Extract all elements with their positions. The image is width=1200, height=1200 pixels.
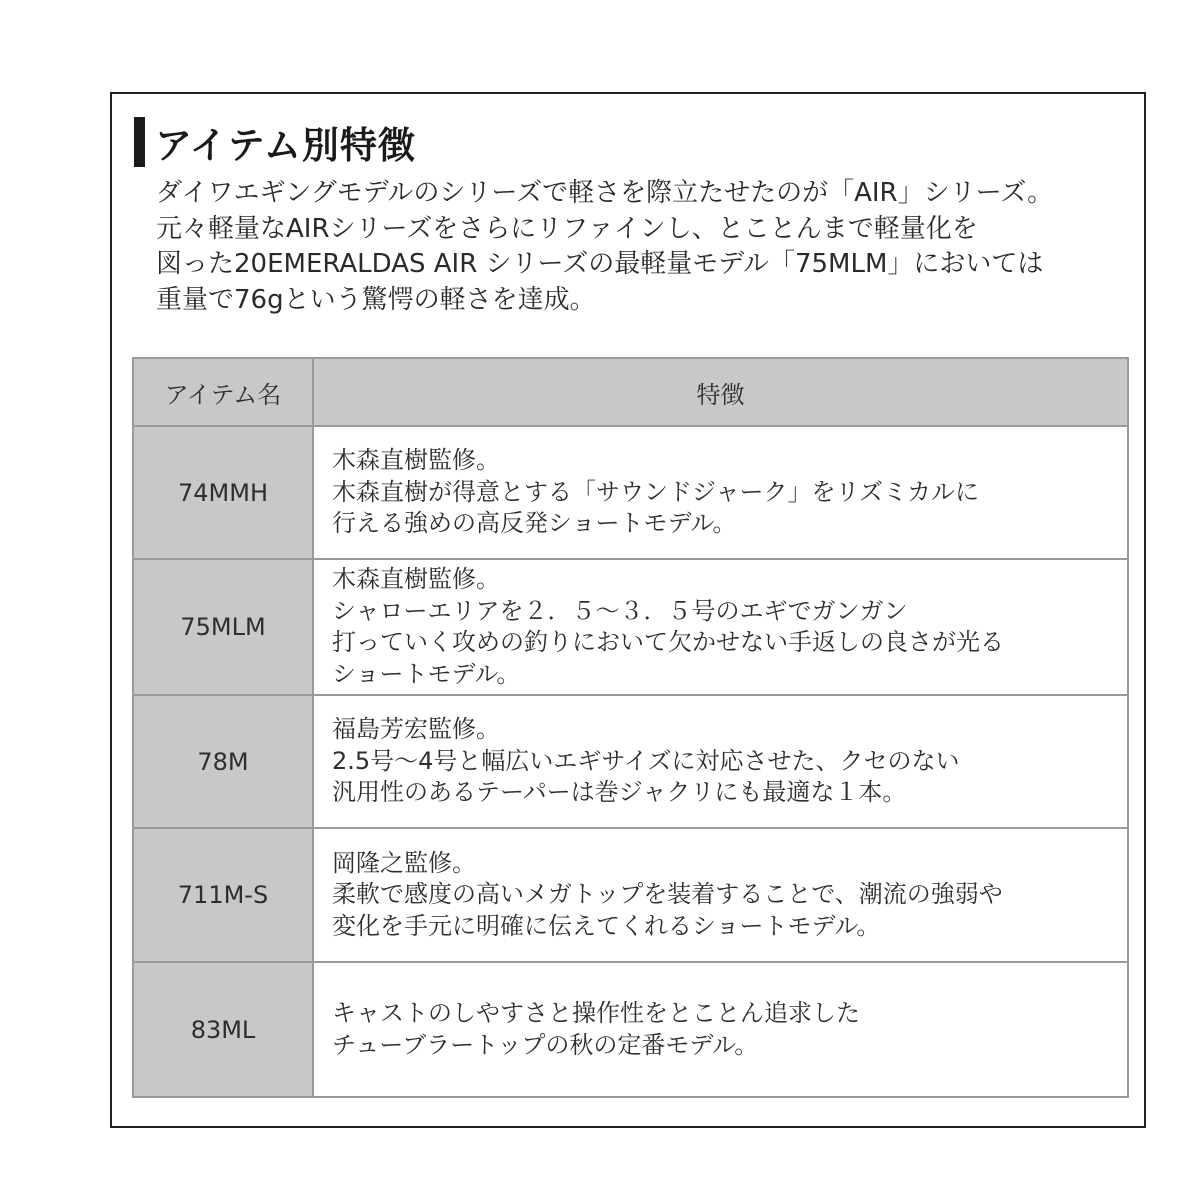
- heading-accent-bar: [134, 117, 145, 167]
- header-item-name: アイテム名: [133, 358, 313, 426]
- feature-line: 柔軟で感度の高いメガトップを装着することで、潮流の強弱や: [332, 880, 1003, 909]
- feature-line: 木森直樹監修。: [332, 565, 500, 593]
- item-name-cell: 83ML: [133, 962, 313, 1097]
- intro-line: 元々軽量なAIRシリーズをさらにリファインし、とことんまで軽量化を: [156, 213, 978, 244]
- feature-line: 汎用性のあるテーパーは巻ジャクリにも最適な１本。: [332, 778, 907, 807]
- intro-line: ダイワエギングモデルのシリーズで軽さを際立たせたのが「AIR」シリーズ。: [156, 178, 1054, 208]
- feature-line: 木森直樹が得意とする「サウンドジャーク」をリズミカルに: [332, 477, 980, 506]
- item-name-cell: 78M: [133, 695, 313, 828]
- table-row: [133, 426, 1128, 559]
- table-row: [133, 559, 1128, 695]
- table-row: [133, 695, 1128, 828]
- table-row: [133, 962, 1128, 1097]
- heading-title: アイテム別特徴: [155, 124, 416, 167]
- section-heading: [134, 116, 416, 168]
- item-feature-cell: [313, 559, 1128, 695]
- table-header-row: [133, 358, 1128, 426]
- feature-line: 2.5号～4号と幅広いエギサイズに対応させた、クセのない: [332, 746, 960, 775]
- feature-panel: [110, 92, 1146, 1128]
- item-name-cell: 711M-S: [133, 828, 313, 962]
- item-name-cell: 74MMH: [133, 426, 313, 559]
- feature-line: シャローエリアを２．５～３．５号のエギでガンガン: [332, 596, 908, 625]
- feature-line: キャストのしやすさと操作性をとことん追求した: [332, 999, 860, 1027]
- feature-line: チューブラートップの秋の定番モデル。: [332, 1030, 759, 1059]
- feature-line: 打っていく攻めの釣りにおいて欠かせない手返しの良さが光る: [332, 628, 1004, 656]
- item-feature-cell: [313, 426, 1128, 559]
- feature-line: ショートモデル。: [332, 659, 521, 688]
- feature-line: 福島芳宏監修。: [332, 715, 500, 744]
- feature-line: 行える強めの高反発ショートモデル。: [332, 509, 737, 538]
- feature-line: 木森直樹監修。: [332, 446, 500, 475]
- intro-paragraph: [156, 176, 1136, 318]
- item-feature-table: [132, 357, 1129, 1098]
- item-feature-cell: [313, 695, 1128, 828]
- item-name-cell: 75MLM: [133, 559, 313, 695]
- intro-line: 重量で76gという驚愕の軽さを達成。: [156, 284, 596, 315]
- intro-line: 図った20EMERALDAS AIR シリーズの最軽量モデル「75MLM」においては: [156, 249, 1044, 279]
- table-row: [133, 828, 1128, 962]
- feature-line: 岡隆之監修。: [332, 848, 476, 877]
- header-feature: 特徴: [313, 358, 1128, 426]
- item-feature-cell: [313, 962, 1128, 1097]
- feature-line: 変化を手元に明確に伝えてくれるショートモデル。: [332, 911, 881, 940]
- item-feature-cell: [313, 828, 1128, 962]
